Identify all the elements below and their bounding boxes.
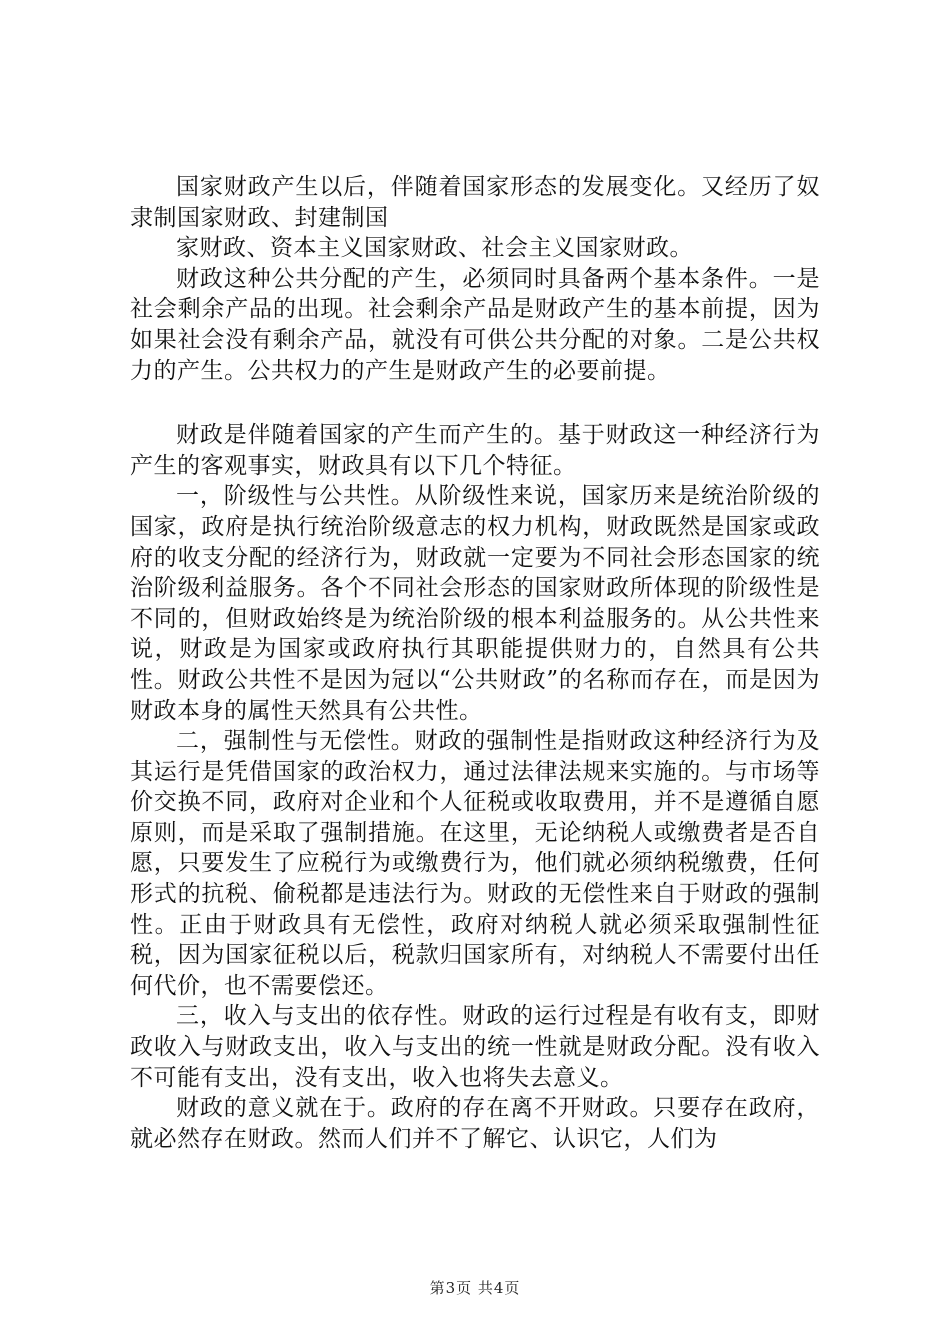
paragraph-6: 二，强制性与无偿性。财政的强制性是指财政这种经济行为及其运行是凭借国家的政治权力，通过法律法规来实施的。与市场等价交换不同，政府对企业和个人征税或收取费用，并不是遵循自愿原则，而是采取了强制措施。在这里，无论纳税人或缴费者是否自愿，只要发生了应税行为或缴费行为，他们就必须纳税缴费，任何形式的抗税、偷税都是违法行为。财政的无偿性来自于财政的强制性。正由于财政具有无偿性，政府对纳税人就必须采取强制性征税，因为国家征税以后，税款归国家所有，对纳税人不需要付出任何代价，也不需要偿还。 xyxy=(130,728,820,999)
paragraph-gap xyxy=(130,386,820,420)
paragraph-8: 财政的意义就在于。政府的存在离不开财政。只要存在政府，就必然存在财政。然而人们并不了解它、认识它，人们为 xyxy=(130,1095,820,1152)
paragraph-1: 国家财政产生以后，伴随着国家形态的发展变化。又经历了奴隶制国家财政、封建制国 xyxy=(130,174,820,231)
paragraph-3: 财政这种公共分配的产生，必须同时具备两个基本条件。一是社会剩余产品的出现。社会剩余产品是财政产生的基本前提，因为如果社会没有剩余产品，就没有可供公共分配的对象。二是公共权力的产生。公共权力的产生是财政产生的必要前提。 xyxy=(130,265,820,384)
page-number-footer: 第3页 共4页 xyxy=(429,1279,521,1297)
paragraph-2: 家财政、资本主义国家财政、社会主义国家财政。 xyxy=(176,235,693,262)
paragraph-4: 财政是伴随着国家的产生而产生的。基于财政这一种经济行为产生的客观事实，财政具有以下几个特征。 xyxy=(130,422,820,479)
paragraph-5: 一，阶级性与公共性。从阶级性来说，国家历来是统治阶级的国家，政府是执行统治阶级意志的权力机构，财政既然是国家或政府的收支分配的经济行为，财政就一定要为不同社会形态国家的统治阶级利益服务。各个不同社会形态的国家财政所体现的阶级性是不同的，但财政始终是为统治阶级的根本利益服务的。从公共性来说，财政是为国家或政府执行其职能提供财力的，自然具有公共性。财政公共性不是因为冠以“公共财政”的名称而存在，而是因为财政本身的属性天然具有公共性。 xyxy=(130,483,820,724)
document-body xyxy=(130,172,820,1154)
paragraph-7: 三，收入与支出的依存性。财政的运行过程是有收有支，即财政收入与财政支出，收入与支出的统一性就是财政分配。没有收入不可能有支出，没有支出，收入也将失去意义。 xyxy=(130,1003,820,1091)
